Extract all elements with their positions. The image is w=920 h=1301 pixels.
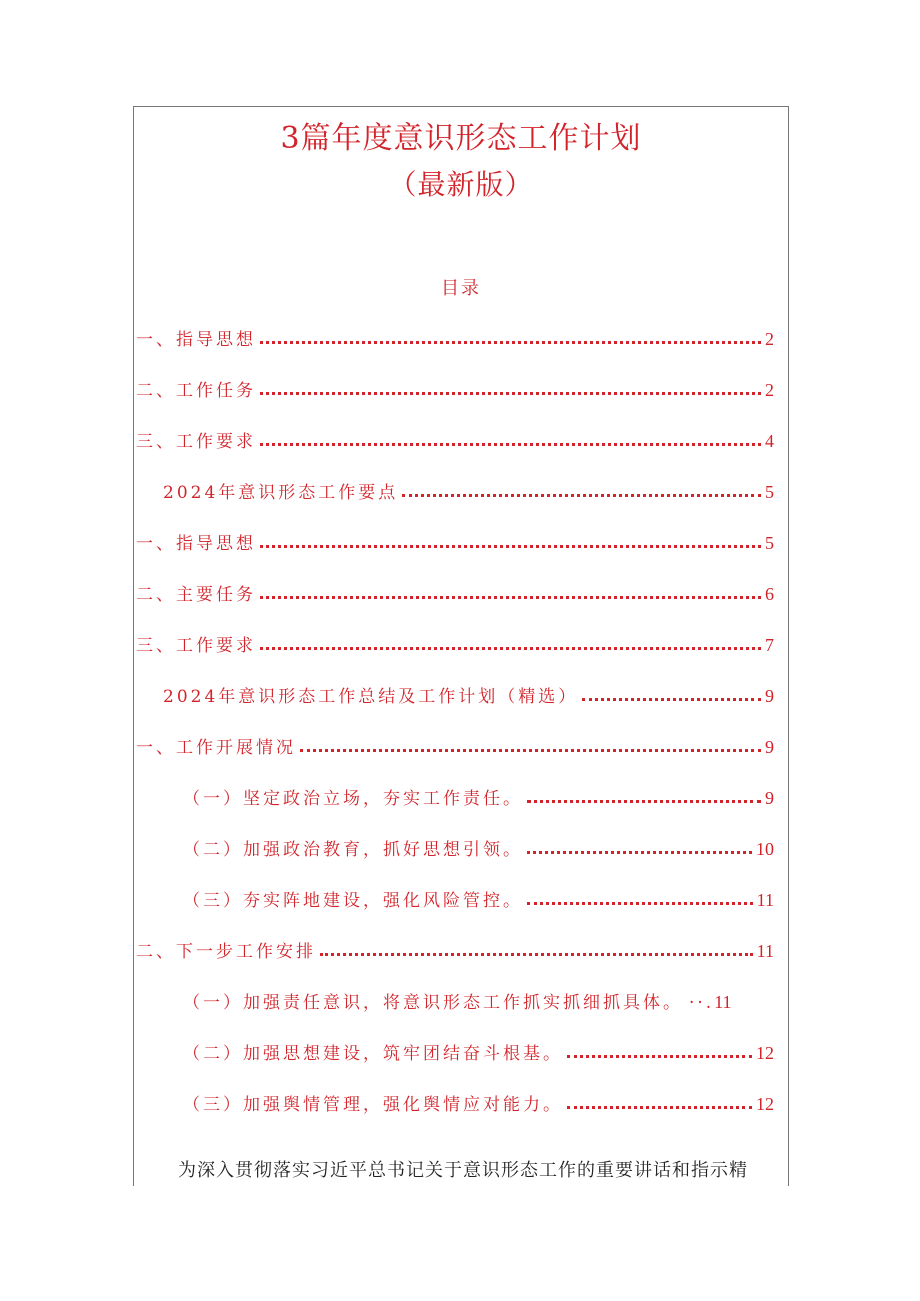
toc-entry-text: （一）坚定政治立场，夯实工作责任。	[183, 789, 523, 809]
toc-entry[interactable]	[163, 477, 774, 503]
toc-entry-text: 一、工作开展情况	[136, 738, 296, 758]
toc-entry-text: 三、工作要求	[136, 432, 256, 452]
toc-entry[interactable]	[183, 1038, 774, 1064]
toc-entry-text: （二）加强思想建设，筑牢团结奋斗根基。	[183, 1044, 563, 1064]
toc-page-number: 11	[756, 890, 774, 910]
toc-page-number: 11	[714, 992, 732, 1012]
toc-page-number: 12	[756, 1043, 774, 1063]
toc-leader	[260, 392, 761, 395]
toc-leader	[320, 953, 753, 956]
toc-entry[interactable]	[183, 1089, 774, 1115]
toc-leader	[260, 341, 761, 344]
toc-leader	[260, 545, 761, 548]
toc-entry-text: 二、主要任务	[136, 585, 256, 605]
page-frame-top	[133, 106, 789, 107]
toc-entry[interactable]	[136, 630, 774, 656]
toc-leader	[582, 698, 761, 701]
toc-page-number: 9	[765, 686, 774, 706]
toc-page-number: 10	[756, 839, 774, 859]
toc-leader	[527, 800, 761, 803]
toc-page-number: 2	[765, 329, 774, 349]
toc-entry[interactable]	[136, 375, 774, 401]
toc-page-number: 9	[765, 737, 774, 757]
toc-entry-text: 二、工作任务	[136, 381, 256, 401]
toc-entry[interactable]	[183, 783, 774, 809]
toc-entry-text: 一、指导思想	[136, 534, 256, 554]
toc-entry[interactable]	[163, 681, 774, 707]
toc-leader	[527, 902, 753, 905]
toc-heading: 目录	[441, 278, 481, 299]
toc-page-number: 5	[765, 482, 774, 502]
toc-entry-text: （二）加强政治教育，抓好思想引领。	[183, 840, 523, 860]
toc-page-number: 7	[765, 635, 774, 655]
toc-entry-text: 2024年意识形态工作总结及工作计划（精选）	[163, 687, 579, 707]
toc-page-number: 12	[756, 1094, 774, 1114]
document-title: 3篇年度意识形态工作计划	[280, 121, 642, 156]
toc-leader-tail: ··.	[689, 993, 715, 1013]
page-frame-left	[133, 106, 134, 1186]
toc-entry[interactable]	[183, 885, 774, 911]
page-frame-right	[788, 106, 789, 1186]
toc-leader	[260, 647, 761, 650]
toc-entry-text: （三）加强舆情管理，强化舆情应对能力。	[183, 1095, 563, 1115]
toc-entry[interactable]	[183, 834, 774, 860]
toc-leader	[260, 596, 761, 599]
toc-entry-text: 2024年意识形态工作要点	[163, 483, 399, 503]
toc-entry-text: （三）夯实阵地建设，强化风险管控。	[183, 891, 523, 911]
body-paragraph: 为深入贯彻落实习近平总书记关于意识形态工作的重要讲话和指示精	[178, 1160, 748, 1181]
toc-page-number: 5	[765, 533, 774, 553]
document-subtitle: （最新版）	[388, 168, 534, 201]
toc-entry[interactable]	[136, 528, 774, 554]
toc-entry[interactable]	[136, 936, 774, 962]
toc-entry-text: 二、下一步工作安排	[136, 942, 316, 962]
toc-entry-text: （一）加强责任意识，将意识形态工作抓实抓细抓具体。	[183, 993, 683, 1013]
toc-leader	[402, 494, 761, 497]
toc-page-number: 2	[765, 380, 774, 400]
toc-entry[interactable]	[136, 324, 774, 350]
toc-page-number: 11	[756, 941, 774, 961]
toc-leader	[567, 1055, 752, 1058]
toc-page-number: 6	[765, 584, 774, 604]
toc-entry[interactable]	[183, 987, 753, 1013]
toc-leader	[260, 443, 761, 446]
toc-page-number: 9	[765, 788, 774, 808]
toc-entry-text: 一、指导思想	[136, 330, 256, 350]
toc-entry-text: 三、工作要求	[136, 636, 256, 656]
toc-entry[interactable]	[136, 579, 774, 605]
toc-leader	[567, 1106, 752, 1109]
toc-leader	[527, 851, 752, 854]
toc-entry[interactable]	[136, 426, 774, 452]
toc-leader	[300, 749, 761, 752]
toc-entry[interactable]	[136, 732, 774, 758]
toc-page-number: 4	[765, 431, 774, 451]
